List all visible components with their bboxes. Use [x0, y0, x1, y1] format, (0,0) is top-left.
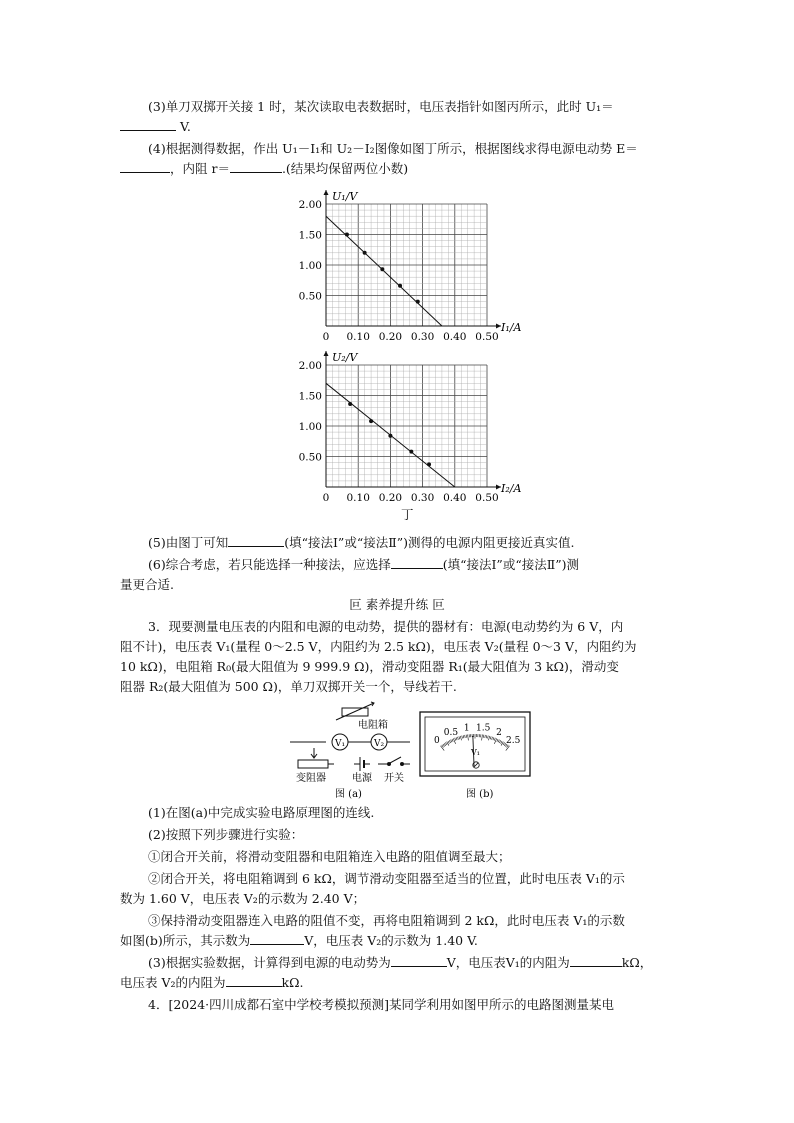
y-tick-label: 1.50 [298, 390, 322, 403]
meter-tick [463, 735, 464, 738]
meter-tick [444, 743, 446, 746]
answer-blank[interactable] [226, 974, 282, 987]
meter-tick [451, 740, 452, 743]
x-tick-label: 0.20 [378, 331, 403, 343]
meter-label: V₁ [471, 748, 480, 757]
y-tick-label: 1.50 [298, 229, 322, 242]
y-tick-label: 0.50 [298, 290, 322, 303]
meter-tick [460, 736, 461, 740]
switch-label: 开关 [384, 773, 404, 784]
x-tick-label: 0.50 [475, 492, 499, 504]
meter-tick [482, 734, 483, 740]
x-tick-label: 0.10 [346, 492, 370, 504]
x-tick-label: 0.30 [410, 331, 435, 343]
x-tick-label: 0 [322, 492, 330, 504]
meter-scale-label: 2.5 [506, 736, 521, 747]
y-tick-label: 1.00 [298, 260, 322, 272]
q3-part3-line2: V. [120, 118, 191, 136]
section-title: 叵 素养提升练 叵 [349, 597, 445, 612]
answer-blank[interactable] [570, 954, 622, 967]
meter-tick [465, 735, 466, 738]
meter-tick [459, 736, 460, 739]
x-axis-label: I₁/A [501, 321, 522, 334]
x-tick-label: 0 [322, 331, 330, 343]
x-tick-label: 0.20 [378, 492, 403, 504]
p3-step2a: ①闭合开关前，将滑动变阻器和电阻箱连入电路的阻值调至最大； [148, 849, 511, 864]
meter-tick [449, 740, 450, 743]
q3-part5-line: (5)由图丁可知 (填“接法Ⅰ”或“接法Ⅱ”)测得的电源内阻更接近真实值. [148, 535, 575, 550]
rheostat-label: 变阻器 [296, 773, 326, 784]
y-tick-label: 0.50 [298, 451, 322, 464]
meter-tick [503, 742, 505, 745]
x-tick-label: 0.50 [475, 331, 499, 343]
meter-tick [442, 745, 444, 747]
q3-part6-line1: (6)综合考虑，若只能选择一种接法，应选择 (填“接法Ⅰ”或“接法Ⅱ”)测 [148, 557, 579, 572]
meter-scale-label: 1.5 [476, 723, 491, 734]
y-axis-label: U₁/V [332, 190, 358, 203]
meter-tick [452, 739, 453, 742]
y-tick-label: 2.00 [298, 360, 322, 372]
source-label: 电源 [352, 773, 372, 784]
meter-tick [462, 736, 463, 739]
resistor-box-label: 电阻箱 [358, 720, 388, 731]
meter-tick [448, 741, 449, 744]
p3-step1: (1)在图(a)中完成实验电路原理图的连线. [148, 805, 375, 820]
meter-tick [445, 742, 447, 745]
x-tick-label: 0.10 [346, 331, 370, 343]
v1-label: V₁ [335, 739, 346, 749]
meter-tick [506, 746, 510, 751]
answer-blank[interactable] [391, 954, 447, 967]
p3-line4: 阻器 R₂(最大阻值为 500 Ω)，单刀双掷开关一个，导线若干. [120, 679, 457, 694]
y-tick-label: 1.00 [298, 421, 322, 433]
x-tick-label: 0.40 [443, 492, 467, 504]
meter-tick [498, 740, 499, 743]
figure-caption-ding: 丁 [401, 507, 414, 522]
meter-scale-label: 0 [433, 736, 440, 747]
p3-line1: 3．现要测量电压表的内阻和电源的电动势，提供的器材有：电源(电动势约为 6 V，内 [148, 619, 624, 634]
y-tick-label: 2.00 [298, 199, 322, 211]
meter-tick [468, 734, 469, 740]
meter-tick [455, 738, 456, 741]
meter-tick [486, 735, 487, 738]
meter-tick [492, 737, 493, 740]
meter-tick [490, 736, 491, 739]
answer-blank[interactable] [250, 932, 304, 945]
meter-tick [501, 741, 502, 744]
meter-tick [485, 735, 486, 738]
q3-part3-line1: (3)单刀双掷开关接 1 时，某次读取电表数据时，电压表指针如图丙所示，此时 U₁＝ [148, 99, 614, 114]
v2-label: V₂ [374, 739, 385, 749]
meter-tick [443, 744, 445, 746]
p3-step3-line2: 电压表 V₂的内阻为 kΩ. [120, 975, 304, 990]
q3-part4-line2: ，内阻 r＝ .(结果均保留两位小数) [120, 160, 408, 178]
p3-line2: 阻不计)，电压表 V₁(量程 0～2.5 V，内阻约为 2.5 kΩ)，电压表 V₂(量程 0～3 V，内阻约为 [120, 639, 637, 654]
p3-step3-line1: (3)根据实验数据，计算得到电源的电动势为 V，电压表V₁的内阻为 kΩ， [148, 955, 653, 970]
p3-step2b-line2: 数为 1.60 V，电压表 V₂的示数为 2.40 V； [120, 891, 366, 906]
x-tick-label: 0.30 [410, 492, 435, 504]
p3-step2: (2)按照下列步骤进行实验： [148, 827, 304, 842]
q3-part4-line1: (4)根据测得数据，作出 U₁－I₁和 U₂－I₂图像如图丁所示，根据图线求得电源电动势 E＝ [148, 141, 638, 156]
x-tick-label: 0.40 [443, 331, 467, 343]
p3-step2c-line1: ③保持滑动变阻器连入电路的阻值不变，再将电阻箱调到 2 kΩ，此时电压表 V₁的示数 [148, 913, 625, 928]
meter-tick [499, 740, 500, 743]
meter-tick [494, 738, 495, 741]
figure-a-caption: 图 (a) [335, 789, 362, 800]
meter-tick [488, 736, 489, 739]
meter-tick [493, 737, 494, 740]
meter-tick [489, 736, 490, 740]
p3-step2b-line1: ②闭合开关，将电阻箱调到 6 kΩ，调节滑动变阻器至适当的位置，此时电压表 V₁的示 [148, 871, 625, 886]
figure-b-caption: 图 (b) [466, 789, 494, 800]
meter-scale-label: 2 [496, 727, 502, 738]
x-axis-label: I₂/A [501, 482, 522, 495]
p3-step2c-line2: 如图(b)所示，其示数为 V，电压表 V₂的示数为 1.40 V. [120, 933, 478, 948]
p4-line1: 4．[2024·四川成都石室中学校考模拟预测]某同学利用如图甲所示的电路图测量某电 [148, 997, 614, 1012]
meter-scale-label: 0.5 [443, 727, 459, 738]
meter-tick [497, 739, 498, 742]
meter-tick [441, 746, 445, 751]
q3-part6-line2: 量更合适. [120, 577, 174, 592]
meter-scale-label: 1 [463, 723, 470, 734]
p3-line3: 10 kΩ)，电阻箱 R₀(最大阻值为 9 999.9 Ω)，滑动变阻器 R₁(最大阻值为 3 kΩ)，滑动变 [120, 659, 619, 674]
y-axis-label: U₂/V [332, 351, 358, 364]
